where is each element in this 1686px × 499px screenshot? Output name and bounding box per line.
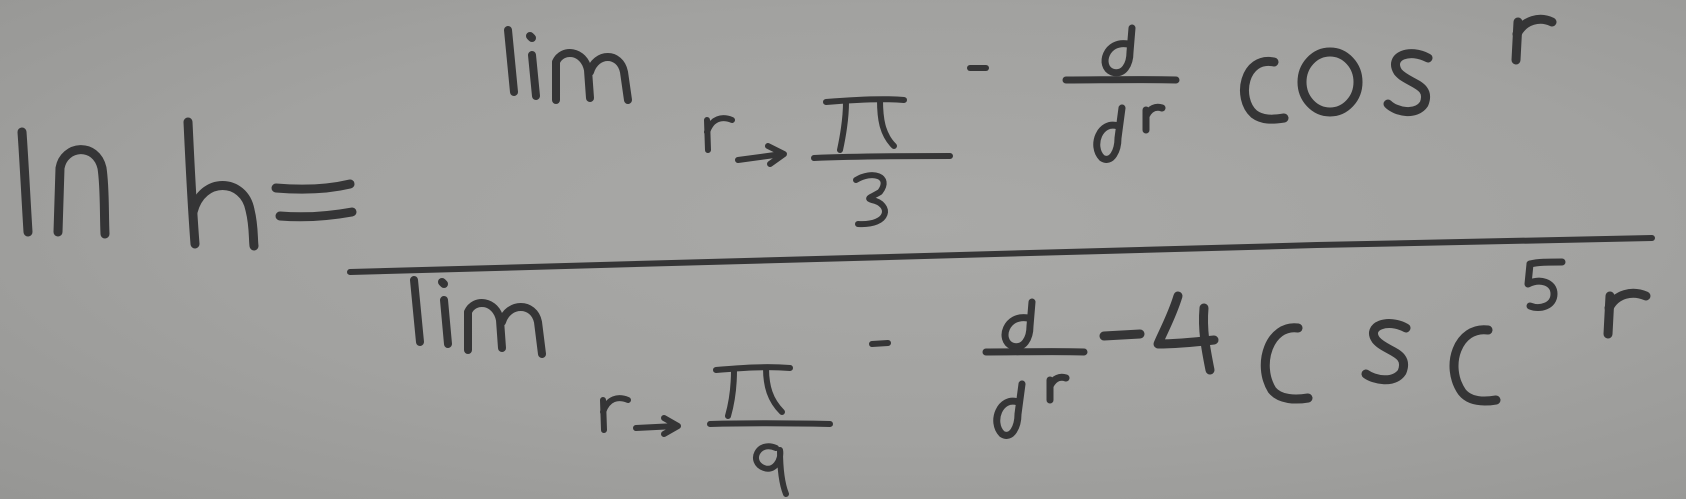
lhs-ln-h (22, 122, 254, 246)
numerator-subscript (707, 68, 986, 224)
equals-sign (276, 184, 352, 217)
denominator-derivative (986, 302, 1084, 435)
denominator-minus-4 (1104, 296, 1214, 370)
denominator-csc (1265, 324, 1496, 402)
denominator-argument-r (1608, 293, 1646, 334)
numerator-lim (508, 30, 628, 100)
numerator-derivative (1066, 28, 1176, 159)
denominator-lim (414, 280, 542, 354)
denominator-exponent-5 (1528, 262, 1562, 308)
numerator-cos-r (1244, 19, 1552, 119)
main-fraction-bar (350, 238, 1652, 272)
denominator-subscript (603, 343, 888, 494)
